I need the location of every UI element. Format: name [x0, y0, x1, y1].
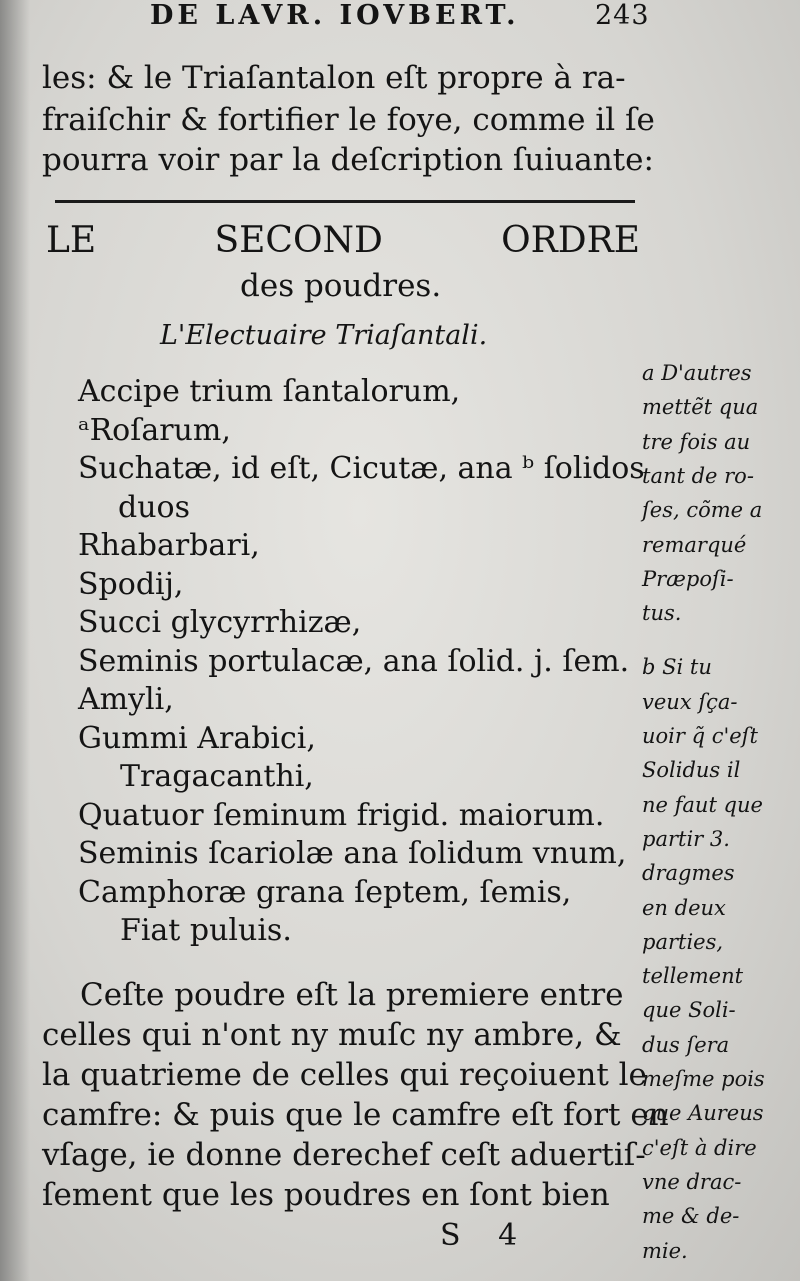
recipe-line: Fiat puluis.	[120, 913, 292, 948]
closing-line: camfre: & puis que le camfre eſt fort en	[42, 1097, 669, 1133]
recipe-line: Gummi Arabici,	[78, 720, 316, 756]
margin-note-line: Solidus il	[642, 758, 741, 783]
margin-note-line: Præpoſi-	[642, 566, 734, 591]
recipe-line: Camphoræ grana ſeptem, ſemis,	[78, 874, 572, 910]
margin-note-line: a D'autres	[642, 361, 752, 385]
recipe-line: Rhabarbari,	[78, 528, 260, 563]
margin-note-line: tus.	[642, 601, 682, 626]
recipe-line: Seminis ſcariolæ ana ſolidum vnum,	[78, 836, 627, 871]
recipe-line: Accipe trium ſantalorum,	[78, 374, 461, 409]
margin-note-line: tre fois au	[642, 429, 751, 454]
intro-line: fraiſchir & fortifier le foye, comme il ſe	[42, 102, 655, 138]
closing-line: vſage, ie donne derechef ceſt aduertiſ-	[42, 1137, 646, 1173]
recipe-line: Suchatæ, id eſt, Cicutæ, ana ᵇ ſolidos	[78, 451, 645, 486]
margin-note-line: meſme pois	[642, 1067, 765, 1091]
margin-note-line: c'eſt à dire	[642, 1135, 757, 1160]
section-heading	[46, 218, 640, 264]
margin-note-line: que Aureus	[642, 1101, 764, 1126]
recipe-line: duos	[118, 489, 190, 525]
running-head	[150, 0, 790, 31]
margin-note-line: ſes, cõme a	[642, 498, 763, 523]
recipe-line: ᵃRoſarum,	[78, 412, 231, 448]
closing-line: la quatrieme de celles qui reçoiuent le	[42, 1057, 647, 1093]
margin-note-line: mettẽt qua	[642, 395, 759, 420]
margin-note-line: remarqué	[642, 532, 747, 557]
margin-note-line: dus ſera	[642, 1032, 730, 1057]
margin-note-line: mie.	[642, 1238, 688, 1263]
margin-note-line: en deux	[642, 895, 726, 920]
margin-note-line: que Soli-	[642, 998, 736, 1023]
heading-word: ORDRE	[501, 220, 640, 261]
margin-note-line: parties,	[642, 929, 724, 954]
signature-mark: S 4	[440, 1218, 532, 1253]
section-subtitle: des poudres.	[240, 268, 442, 304]
intro-line: les: & le Triaſantalon eſt propre à ra-	[42, 60, 626, 96]
intro-line: pourra voir par la deſcription ſuiuante:	[42, 142, 654, 178]
section-rule	[55, 200, 635, 203]
recipe-line: Seminis portulacæ, ana ſolid. j. ſem.	[78, 643, 630, 679]
running-head-title: DE LAVR. IOVBERT.	[150, 0, 520, 31]
margin-note-line: me & de-	[642, 1204, 740, 1229]
closing-line: ſement que les poudres en ſont bien	[42, 1177, 610, 1213]
margin-note-line: tellement	[642, 964, 744, 989]
recipe-line: Quatuor ſeminum frigid. maiorum.	[78, 797, 605, 833]
margin-note-line: partir 3.	[642, 826, 730, 851]
recipe-line: Amyli,	[78, 682, 174, 717]
heading-word: LE	[46, 220, 97, 261]
margin-note-line: tant de ro-	[642, 463, 754, 488]
margin-note-line: ne faut que	[642, 792, 763, 817]
margin-note-line: dragmes	[642, 861, 735, 886]
closing-line: celles qui n'ont ny muſc ny ambre, &	[42, 1017, 622, 1053]
margin-note-line: veux ſça-	[642, 689, 738, 714]
margin-note-line: b Si tu	[642, 655, 712, 680]
closing-line: Ceſte poudre eſt la premiere entre	[80, 977, 624, 1013]
recipe-line: Spodij,	[78, 566, 184, 602]
page-number: 243	[595, 0, 650, 31]
recipe-line: Succi glycyrrhizæ,	[78, 605, 362, 640]
heading-word: SECOND	[214, 220, 383, 261]
recipe-line: Tragacanthi,	[120, 759, 314, 794]
margin-note-line: vne drac-	[642, 1169, 742, 1194]
margin-note-line: uoir q̃ c'eſt	[642, 724, 758, 748]
page-gutter-shadow	[0, 0, 30, 1281]
recipe-title: L'Electuaire Triaſantali.	[160, 320, 488, 351]
